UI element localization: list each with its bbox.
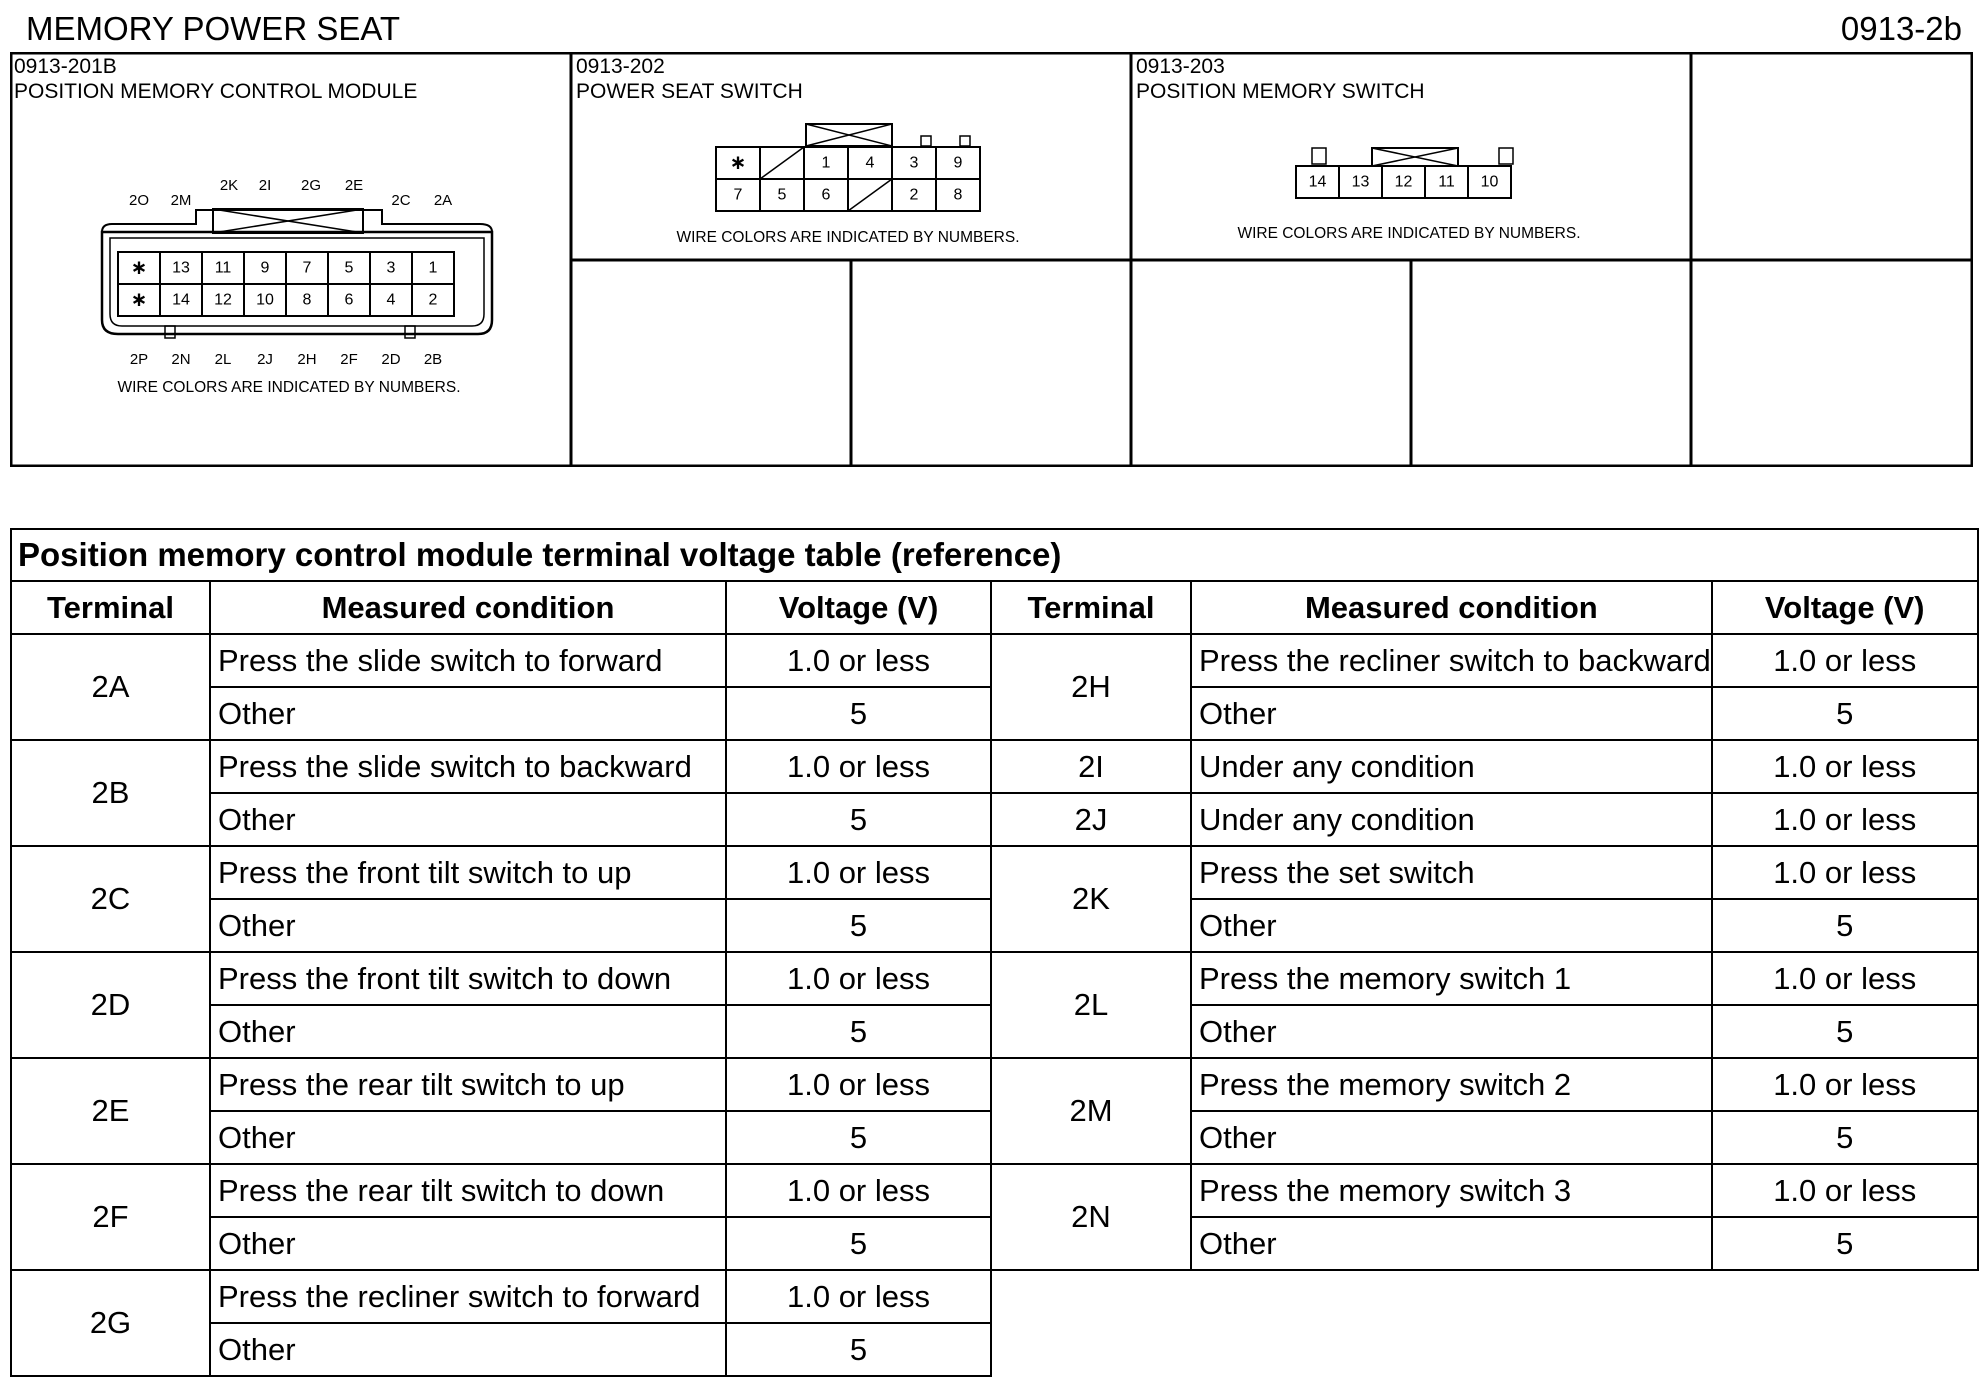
- condition-cell: Press the slide switch to forward: [210, 634, 726, 687]
- connector-1-terminal-label: 2D: [381, 351, 401, 368]
- connector-1-pin-number: 1: [428, 259, 438, 277]
- connector-2-drawing: [716, 124, 980, 211]
- connector-2-id: 0913-202: [576, 55, 665, 78]
- connector-3-name: POSITION MEMORY SWITCH: [1136, 80, 1425, 103]
- condition-cell: Other: [210, 899, 726, 952]
- connector-1-terminal-label: 2N: [171, 351, 191, 368]
- voltage-cell: 5: [726, 793, 991, 846]
- header-terminal: Terminal: [11, 581, 210, 634]
- terminal-cell: 2F: [11, 1164, 210, 1270]
- table-row: [11, 1058, 1978, 1111]
- condition-cell: Other: [210, 1111, 726, 1164]
- connector-1-pin-number: 7: [302, 259, 312, 277]
- condition-cell: Press the memory switch 1: [1191, 952, 1712, 1005]
- table-row: [11, 1164, 1978, 1217]
- connector-3-id: 0913-203: [1136, 55, 1225, 78]
- connector-1-terminal-label: 2E: [344, 177, 364, 194]
- page-title: MEMORY POWER SEAT: [26, 10, 401, 47]
- connector-1-terminal-label: 2C: [391, 192, 411, 209]
- connector-3-pin-number: 13: [1351, 173, 1370, 191]
- condition-cell: Other: [1191, 1217, 1712, 1270]
- voltage-cell: 1.0 or less: [1712, 1164, 1978, 1217]
- connector-1-terminal-label: 2A: [433, 192, 453, 209]
- condition-cell: Under any condition: [1191, 740, 1712, 793]
- connector-1-terminal-label: 2L: [214, 351, 232, 368]
- header-condition: Measured condition: [210, 581, 726, 634]
- condition-cell: Press the front tilt switch to down: [210, 952, 726, 1005]
- terminal-cell: 2J: [991, 793, 1191, 846]
- condition-cell: Other: [210, 1005, 726, 1058]
- condition-cell: Other: [1191, 1111, 1712, 1164]
- connector-1-pin-number: 9: [260, 259, 270, 277]
- voltage-cell: 5: [726, 1217, 991, 1270]
- terminal-cell: 2H: [991, 634, 1191, 740]
- connector-1-terminal-label: 2B: [423, 351, 443, 368]
- voltage-cell: 1.0 or less: [1712, 740, 1978, 793]
- table-header-row: [11, 581, 1978, 634]
- connector-3-drawing: [1296, 148, 1513, 198]
- voltage-cell: 5: [726, 899, 991, 952]
- terminal-cell: 2C: [11, 846, 210, 952]
- condition-cell: Press the memory switch 3: [1191, 1164, 1712, 1217]
- condition-cell: Press the front tilt switch to up: [210, 846, 726, 899]
- connector-diagram-panel: [10, 52, 1973, 467]
- connector-1-pin-number: ∗: [130, 289, 148, 311]
- voltage-cell: 5: [726, 687, 991, 740]
- voltage-cell: 5: [1712, 687, 1978, 740]
- empty-cell: [991, 1323, 1978, 1376]
- connector-1-terminal-label: 2K: [219, 177, 239, 194]
- connector-2-pin-number: ∗: [729, 152, 747, 174]
- connector-1-pin-number: 4: [386, 291, 396, 309]
- terminal-cell: 2G: [11, 1270, 210, 1376]
- connector-1-pin-number: 12: [214, 291, 232, 309]
- connector-1-name: POSITION MEMORY CONTROL MODULE: [14, 80, 418, 103]
- connector-1-pin-number: ∗: [130, 257, 148, 279]
- connector-1-id: 0913-201B: [14, 55, 117, 78]
- voltage-cell: 1.0 or less: [726, 1164, 991, 1217]
- connector-1-pin-number: 5: [344, 259, 354, 277]
- condition-cell: Press the recliner switch to backward: [1191, 634, 1712, 687]
- voltage-cell: 1.0 or less: [1712, 793, 1978, 846]
- connector-1-pin-number: 14: [172, 291, 190, 309]
- connector-1-drawing: [102, 177, 492, 368]
- condition-cell: Other: [210, 1323, 726, 1376]
- connector-2-pin-number: 5: [777, 186, 787, 204]
- condition-cell: Press the rear tilt switch to up: [210, 1058, 726, 1111]
- condition-cell: Press the recliner switch to forward: [210, 1270, 726, 1323]
- connector-1-pin-number: 10: [256, 291, 274, 309]
- terminal-cell: 2D: [11, 952, 210, 1058]
- voltage-cell: 5: [1712, 1005, 1978, 1058]
- connector-1-pin-number: 8: [302, 291, 312, 309]
- connector-2-wire-note: WIRE COLORS ARE INDICATED BY NUMBERS.: [676, 229, 1020, 246]
- table-row: [11, 952, 1978, 1005]
- table-row: [11, 846, 1978, 899]
- voltage-cell: 1.0 or less: [726, 1270, 991, 1323]
- voltage-cell: 5: [1712, 899, 1978, 952]
- page-code: 0913-2b: [1840, 10, 1962, 47]
- terminal-cell: 2E: [11, 1058, 210, 1164]
- connector-2-pin-number: 9: [953, 154, 963, 172]
- condition-cell: Other: [210, 1217, 726, 1270]
- condition-cell: Other: [210, 687, 726, 740]
- condition-cell: Press the slide switch to backward: [210, 740, 726, 793]
- terminal-cell: 2L: [991, 952, 1191, 1058]
- connector-1-pin-number: 2: [428, 291, 438, 309]
- terminal-cell: 2A: [11, 634, 210, 740]
- connector-3-pin-number: 14: [1308, 173, 1327, 191]
- voltage-cell: 1.0 or less: [1712, 952, 1978, 1005]
- empty-cell: [991, 1270, 1978, 1323]
- terminal-cell: 2M: [991, 1058, 1191, 1164]
- terminal-cell: 2K: [991, 846, 1191, 952]
- condition-cell: Under any condition: [1191, 793, 1712, 846]
- header-voltage: Voltage (V): [726, 581, 991, 634]
- voltage-cell: 5: [726, 1323, 991, 1376]
- connector-1-terminal-label: 2O: [128, 192, 150, 209]
- terminal-cell: 2I: [991, 740, 1191, 793]
- connector-1-pin-number: 3: [386, 259, 396, 277]
- terminal-cell: 2N: [991, 1164, 1191, 1270]
- condition-cell: Other: [1191, 687, 1712, 740]
- connector-1-terminal-label: 2I: [258, 177, 272, 194]
- connector-3-pin-number: 12: [1394, 173, 1413, 191]
- condition-cell: Other: [1191, 1005, 1712, 1058]
- condition-cell: Other: [210, 793, 726, 846]
- connector-2-empty-pin: [760, 147, 804, 179]
- connector-2-pin-number: 1: [821, 154, 831, 172]
- connector-1-pin-number: 11: [214, 259, 232, 277]
- table-title: Position memory control module terminal voltage table (reference): [11, 529, 1978, 581]
- voltage-cell: 1.0 or less: [1712, 634, 1978, 687]
- voltage-cell: 1.0 or less: [726, 1058, 991, 1111]
- voltage-cell: 1.0 or less: [726, 846, 991, 899]
- voltage-cell: 1.0 or less: [726, 952, 991, 1005]
- terminal-cell: 2B: [11, 740, 210, 846]
- table-row: [11, 1323, 1978, 1376]
- header-terminal: Terminal: [991, 581, 1191, 634]
- voltage-cell: 1.0 or less: [1712, 1058, 1978, 1111]
- table-row: [11, 793, 1978, 846]
- table-row: [11, 740, 1978, 793]
- voltage-cell: 5: [1712, 1217, 1978, 1270]
- connector-2-empty-pin: [848, 179, 892, 211]
- connector-3-pin-number: 10: [1480, 173, 1499, 191]
- table-row: [11, 1270, 1978, 1323]
- voltage-cell: 5: [726, 1111, 991, 1164]
- connector-1-terminal-label: 2P: [129, 351, 149, 368]
- connector-2-pin-number: 7: [733, 186, 743, 204]
- connector-1-terminal-label: 2M: [170, 192, 192, 209]
- voltage-cell: 1.0 or less: [726, 740, 991, 793]
- voltage-cell: 1.0 or less: [1712, 846, 1978, 899]
- connector-2-name: POWER SEAT SWITCH: [576, 80, 803, 103]
- connector-2-pin-number: 4: [865, 154, 875, 172]
- connector-1-pin-number: 13: [172, 259, 190, 277]
- connector-2-pin-number: 6: [821, 186, 831, 204]
- connector-1-terminal-label: 2F: [340, 351, 358, 368]
- connector-1-terminal-label: 2G: [300, 177, 322, 194]
- voltage-table: [10, 528, 1979, 1377]
- voltage-cell: 5: [1712, 1111, 1978, 1164]
- connector-1-wire-note: WIRE COLORS ARE INDICATED BY NUMBERS.: [117, 379, 461, 396]
- header-voltage: Voltage (V): [1712, 581, 1978, 634]
- connector-2-pin-number: 8: [953, 186, 963, 204]
- connector-2-pin-number: 3: [909, 154, 919, 172]
- voltage-cell: 1.0 or less: [726, 634, 991, 687]
- voltage-cell: 5: [726, 1005, 991, 1058]
- table-row: [11, 634, 1978, 687]
- connector-1-pin-number: 6: [344, 291, 354, 309]
- header-condition: Measured condition: [1191, 581, 1712, 634]
- condition-cell: Press the memory switch 2: [1191, 1058, 1712, 1111]
- connector-1-terminal-label: 2J: [257, 351, 273, 368]
- connector-2-pin-number: 2: [909, 186, 919, 204]
- connector-3-wire-note: WIRE COLORS ARE INDICATED BY NUMBERS.: [1237, 225, 1581, 242]
- connector-1-terminal-label: 2H: [297, 351, 317, 368]
- connector-3-pin-number: 11: [1438, 173, 1455, 191]
- condition-cell: Other: [1191, 899, 1712, 952]
- condition-cell: Press the rear tilt switch to down: [210, 1164, 726, 1217]
- condition-cell: Press the set switch: [1191, 846, 1712, 899]
